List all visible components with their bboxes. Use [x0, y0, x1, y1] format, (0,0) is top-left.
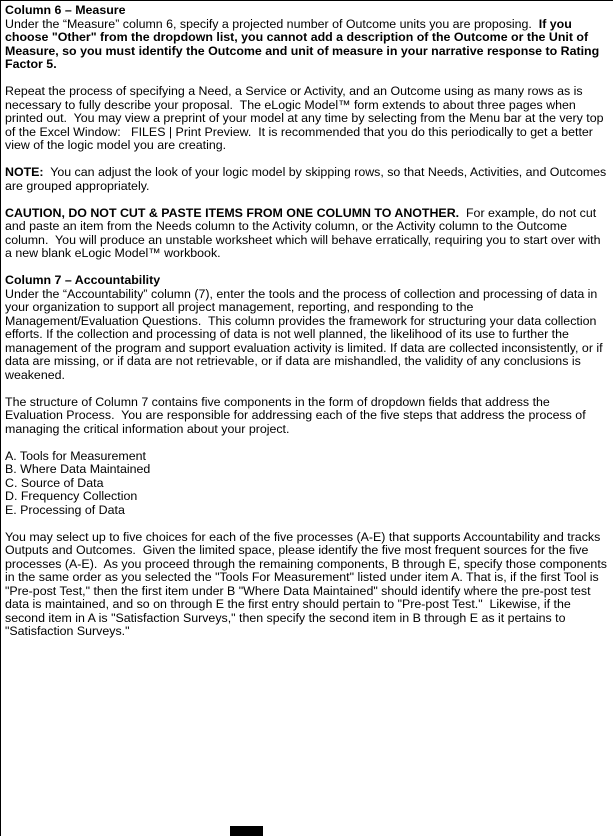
text-segment-bold: CAUTION, DO NOT CUT & PASTE ITEMS FROM ONE COLUMN TO ANOTHER. — [5, 205, 460, 220]
heading-column-7 — [5, 274, 608, 288]
heading-column-6 — [5, 4, 608, 18]
text-segment-bold: Column 7 – Accountability — [5, 273, 161, 287]
para-structure — [5, 396, 608, 437]
list-item-e — [5, 504, 608, 518]
para-measure — [5, 18, 608, 72]
text-segment: D. Frequency Collection — [5, 489, 138, 503]
text-segment: Under the “Accountability” column (7), enter the tools and the process of collection and processing of data in your organization to support all project management, reporting, and responding to the Management/Evaluation Questions. This column provides the framework for structuring your data collection efforts. If the collection and processing of data is not well planned, the likelihood of its use to further the management of the program and support evaluation activity is limited. If data are collected inconsistently, or if data are missing, or if data are not retrievable, or if data are mishandled, the validity of any conclusions is weakened. — [5, 286, 607, 382]
list-item-c — [5, 477, 608, 491]
text-segment-bold: If you choose "Other" from the dropdown list, you cannot add a description of the Outcome or the Unit of Measure, so you must identify the Outcome and unit of measure in your narrative response to Rating Factor 5. — [5, 16, 603, 71]
text-segment: C. Source of Data — [5, 475, 104, 490]
text-segment: The structure of Column 7 contains five components in the form of dropdown fields that address the Evaluation Process. You are responsible for addressing each of the five steps that address the process of managing the critical information about your project. — [5, 394, 590, 436]
bottom-black-marker — [230, 826, 263, 836]
para-accountability — [5, 288, 608, 383]
text-segment: B. Where Data Maintained — [5, 462, 151, 476]
list-item-a — [5, 450, 608, 464]
text-segment: For example, do not cut and paste an item from the Needs column to the Activity column, or the Activity column to the Outcome column. You will produce an unstable worksheet which will behave erratically, requiring you to start over with a new blank eLogic Model™ workbook. — [5, 205, 604, 260]
text-segment: You may select up to five choices for each of the five processes (A-E) that supports Accountability and tracks Outputs and Outcomes. Given the limited space, please identify the five most frequent sources for the five processes (A-E). As you proceed through the remaining components, B through E, specify those components in the same order as you selected the "Tools For Measurement" listed under item A. That is, if the first Tool is "Pre-post Test," then the first item under B "Where Data Maintained" should identify where the pre-post test data is maintained, and so on through E the first entry should pertain to "Pre-post Test." Likewise, if the second item in A is "Satisfaction Surveys," then specify the second item in B through E as it pertains to "Satisfaction Surveys." — [5, 529, 611, 638]
text-segment: Repeat the process of specifying a Need, a Service or Activity, and an Outcome using as many rows as is necessary to fully describe your proposal. The eLogic Model™ form extends to about three pages when printed out. You may view a preprint of your model at any time by selecting from the Menu bar at the very top of the Excel Window: FILES | Print Preview. It is recommended that you do this periodically to get a better view of the logic model you are creating. — [5, 84, 607, 152]
text-segment-bold: Column 6 – Measure — [5, 3, 126, 17]
text-segment: You can adjust the look of your logic model by skipping rows, so that Needs, Activities, and Outcomes are grouped appropriately. — [5, 165, 610, 193]
text-segment: Under the “Measure” column 6, specify a projected number of Outcome units you are proposing. — [5, 16, 539, 31]
text-segment: A. Tools for Measurement — [5, 448, 146, 463]
para-repeat-process — [5, 85, 608, 153]
list-item-b — [5, 463, 608, 477]
text-segment-bold: NOTE: — [5, 165, 44, 179]
text-segment: E. Processing of Data — [5, 502, 125, 517]
para-caution — [5, 207, 608, 261]
list-item-d — [5, 490, 608, 504]
para-selection — [5, 529, 611, 639]
document-body — [1, 1, 613, 639]
para-note — [5, 166, 608, 193]
